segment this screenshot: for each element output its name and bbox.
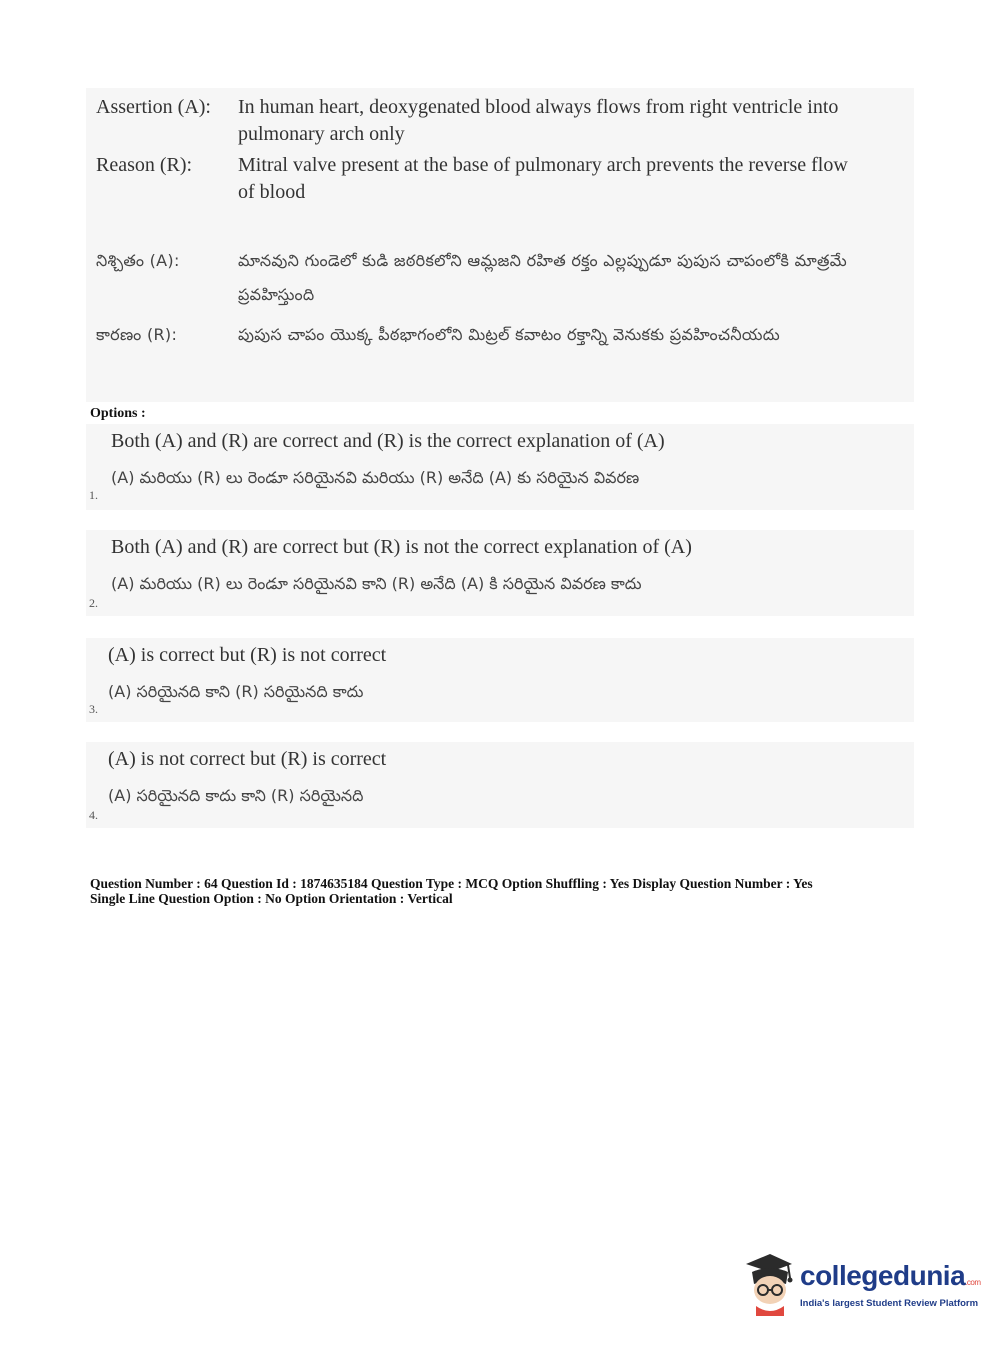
collegedunia-logo <box>742 1250 981 1320</box>
metadata-line-2: Single Line Question Option : No Option Orientation : Vertical <box>90 891 453 906</box>
reason-label-en: Reason (R): <box>96 154 193 176</box>
option-2-number: 2. <box>89 596 98 610</box>
reason-text-te: పుపుస చాపం యొక్క పీఠభాగంలోని మిట్రల్ కవాటం రక్తాన్ని వెనుకకు ప్రవహించనీయదు <box>238 325 780 344</box>
question-metadata <box>90 876 910 906</box>
reason-label-te: కారణం (R): <box>96 325 178 344</box>
option-1-text-te: (A) మరియు (R) లు రెండూ సరియైనవి మరియు (R) అనేది (A) కు సరియైన వివరణ <box>111 468 640 487</box>
logo-suffix: .com <box>965 1278 981 1287</box>
assertion-text-en: In human heart, deoxygenated blood always flows from right ventricle into pulmonary arch only <box>238 96 839 145</box>
logo-name: collegedunia <box>800 1260 966 1291</box>
option-4-number: 4. <box>89 808 98 822</box>
mascot-icon <box>742 1250 798 1316</box>
option-2[interactable] <box>86 530 914 616</box>
option-1-text-en: Both (A) and (R) are correct and (R) is the correct explanation of (A) <box>111 430 665 452</box>
assertion-label-te: నిశ్చితం (A): <box>96 251 180 270</box>
option-4[interactable] <box>86 742 914 828</box>
option-3-text-en: (A) is correct but (R) is not correct <box>108 644 387 666</box>
option-1[interactable] <box>86 424 914 510</box>
option-4-text-en: (A) is not correct but (R) is correct <box>108 748 387 770</box>
option-3-text-te: (A) సరియైనది కాని (R) సరియైనది కాదు <box>108 682 364 701</box>
option-2-text-te: (A) మరియు (R) లు రెండూ సరియైనవి కాని (R) అనేది (A) కి సరియైన వివరణ కాదు <box>111 574 642 593</box>
metadata-line-1: Question Number : 64 Question Id : 1874635184 Question Type : MCQ Option Shuffling : Yes Display Question Number : Yes <box>90 876 813 891</box>
assertion-text-te: మానవుని గుండెలో కుడి జఠరికలోని ఆమ్లజని రహిత రక్తం ఎల్లప్పుడూ పుపుస చాపంలోకి మాత్రమే ప్రవహిస్తుంది <box>238 251 847 304</box>
option-4-text-te: (A) సరియైనది కాదు కాని (R) సరియైనది <box>108 786 364 805</box>
assertion-label-en: Assertion (A): <box>96 96 211 118</box>
option-3-number: 3. <box>89 702 98 716</box>
reason-text-en: Mitral valve present at the base of pulmonary arch prevents the reverse flow of blood <box>238 154 848 203</box>
logo-tagline: India's largest Student Review Platform <box>800 1298 979 1309</box>
option-1-number: 1. <box>89 488 98 502</box>
option-3[interactable] <box>86 638 914 722</box>
option-2-text-en: Both (A) and (R) are correct but (R) is not the correct explanation of (A) <box>111 536 692 558</box>
options-label: Options : <box>90 406 146 421</box>
